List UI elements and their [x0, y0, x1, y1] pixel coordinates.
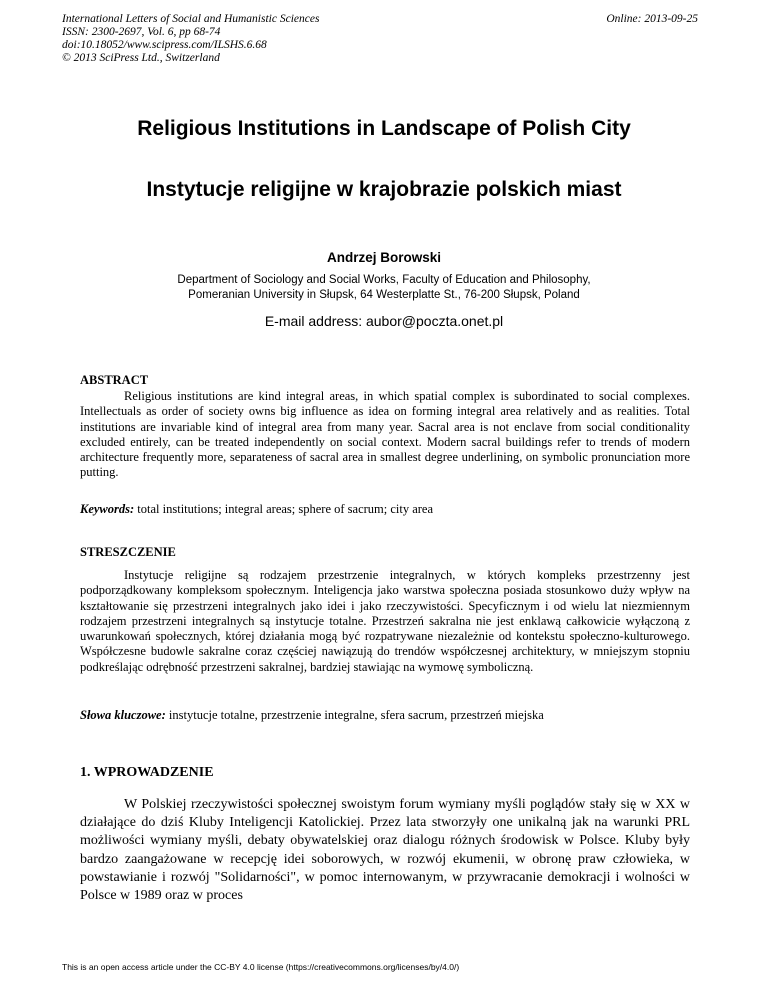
journal-issn: ISSN: 2300-2697, Vol. 6, pp 68-74 [62, 26, 221, 38]
keywords-en: Keywords: total institutions; integral areas; sphere of sacrum; city area [80, 502, 434, 516]
license-footer: This is an open access article under the CC-BY 4.0 license (https://creativecommons.org/licenses/by/4.0/) [62, 962, 460, 972]
keywords-pl-label: Słowa kluczowe [80, 708, 162, 722]
abstract-text: Religious institutions are kind integral areas, in which spatial complex is subordinated to social complexes. Intellectuals as order of society owns big influence as idea on forming integral area relatively and as realities. Total institutions are invariable kind of integral area from many year. Sacral area is not enclave from social conditionality excluded entirely, can be treated independently on social context. Modern sacral buildings refer to trends of modern architecture frequently more, separateness of sacral area in smallest degree underlining, on symbolic pronunciation more putting. [80, 389, 690, 480]
intro-text: W Polskiej rzeczywistości społecznej swoistym forum wymiany myśli poglądów stały się w XX w działające do dziś Kluby Inteligencji Katolickiej. Przez lata stworzyły one unikalną jak na warunki PRL możliwości wymiany myśli, debaty obywatelskiej oraz dialogu różnych środowisk w Polsce. Kluby były bardzo zaangażowane w recepcję idei soborowych, w rozwój ekumenii, w obronę praw człowieka, w powstawianie i rozwój "Solidarności", w pomoc internowanym, w przywracanie demokracji i wolności w Polsce w 1989 oraz w proces [80, 797, 690, 904]
keywords-pl-list: instytucje totalne, przestrzenie integralne, sfera sacrum, przestrzeń miejska [168, 708, 544, 722]
journal-header [62, 13, 319, 65]
journal-doi: doi:10.18052/www.scipress.com/ILSHS.6.68 [62, 39, 267, 51]
affiliation-line-1: Department of Sociology and Social Works, Faculty of Education and Philosophy, [177, 274, 591, 286]
author-affiliation [0, 273, 768, 303]
keywords-list: total institutions; integral areas; sphere of sacrum; city area [137, 502, 434, 516]
title-english: Religious Institutions in Landscape of Polish City [137, 117, 631, 140]
streszczenie-heading: STRESZCZENIE [80, 545, 176, 559]
keywords-label: Keywords [80, 502, 130, 516]
author-email: E-mail address: aubor@poczta.onet.pl [264, 313, 504, 329]
affiliation-line-2: Pomeranian University in Słupsk, 64 Westerplatte St., 76-200 Słupsk, Poland [188, 289, 580, 301]
author-name: Andrzej Borowski [326, 250, 442, 265]
title-polish: Instytucje religijne w krajobrazie polskich miast [146, 178, 622, 201]
journal-copyright: © 2013 SciPress Ltd., Switzerland [62, 52, 220, 64]
abstract-heading: ABSTRACT [80, 373, 149, 387]
online-date: Online: 2013-09-25 [606, 13, 698, 25]
intro-heading: 1. WPROWADZENIE [80, 765, 214, 780]
streszczenie-text: Instytucje religijne są rodzajem przestrzenie integralnych, w których kompleks przestrzenny jest podporządkowany kompleksom społecznym. Inteligencja jako warstwa społeczna posiada stosunkowo duży wpływ na kształtowanie się przestrzeni integralnych jako idei i jako rzeczywistości. Specyficznym i od wielu lat niezmiennym rodzajem przestrzeni integralnych są instytucje totalne. Przestrzeń sakralna nie jest enklawą całkowicie wyłączoną z uwarunkowań społecznych, której działania mogą być rozpatrywane niezależnie od kontekstu społeczno-kulturowego. Współczesne budowle sakralne coraz częściej nawiązują do trendów współczesnej architektury, w mniejszym stopniu podkreślając odrębność przestrzeni sakralnej, bardziej stawiając na wymowę symboliczną. [80, 568, 690, 674]
journal-name: International Letters of Social and Humanistic Sciences [62, 13, 320, 25]
keywords-pl: Słowa kluczowe: instytucje totalne, przestrzenie integralne, sfera sacrum, przestrzeń miejska [80, 708, 544, 722]
